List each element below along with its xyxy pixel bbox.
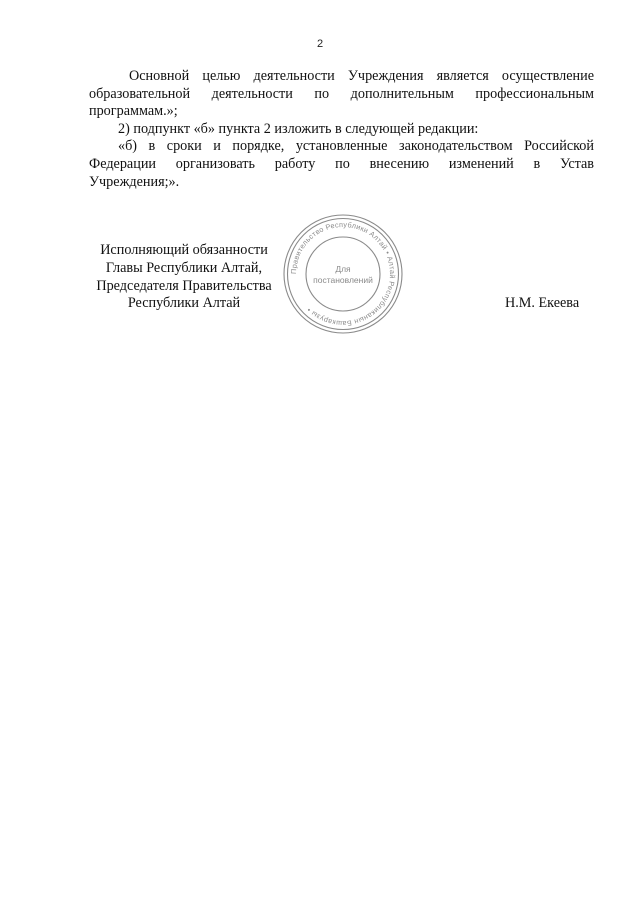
signatory-title — [89, 242, 279, 313]
stamp-center-line-2: постановлений — [313, 275, 373, 285]
stamp-center-line-1: Для — [335, 264, 351, 274]
signatory-title-line-3: Председателя Правительства — [96, 277, 272, 294]
paragraph-2: 2) подпункт «б» пункта 2 изложить в следующей редакции: — [118, 120, 479, 137]
page-number: 2 — [316, 38, 324, 50]
signatory-title-line-1: Исполняющий обязанности — [100, 242, 268, 258]
paragraph-3-line-2: Федерации организовать работу по внесению изменений в Устав — [89, 155, 594, 172]
paragraph-1-line-2: образовательной деятельности по дополнительным профессиональным — [89, 85, 594, 102]
paragraph-1-line-1: Основной целью деятельности Учреждения является осуществление — [129, 68, 594, 84]
official-seal-stamp — [281, 212, 405, 336]
stamp-outer-ring-inner — [288, 219, 399, 330]
paragraph-1-line-3: программам.»; — [89, 103, 178, 120]
stamp-ring-text: Правительство Республики Алтай • Алтай Республиканын Башкарузы • — [288, 219, 398, 329]
paragraph-3-line-3: Учреждения;». — [89, 173, 180, 190]
paragraph-3-line-1: «б) в сроки и порядке, установленные законодательством Российской — [118, 138, 594, 155]
stamp-outer-ring — [284, 215, 402, 333]
signatory-title-line-2: Главы Республики Алтай, — [105, 259, 263, 276]
signatory-title-line-4: Республики Алтай — [127, 295, 241, 312]
body-text — [89, 68, 594, 191]
stamp-inner-ring — [306, 237, 380, 311]
signatory-name: Н.М. Екеева — [505, 295, 580, 311]
